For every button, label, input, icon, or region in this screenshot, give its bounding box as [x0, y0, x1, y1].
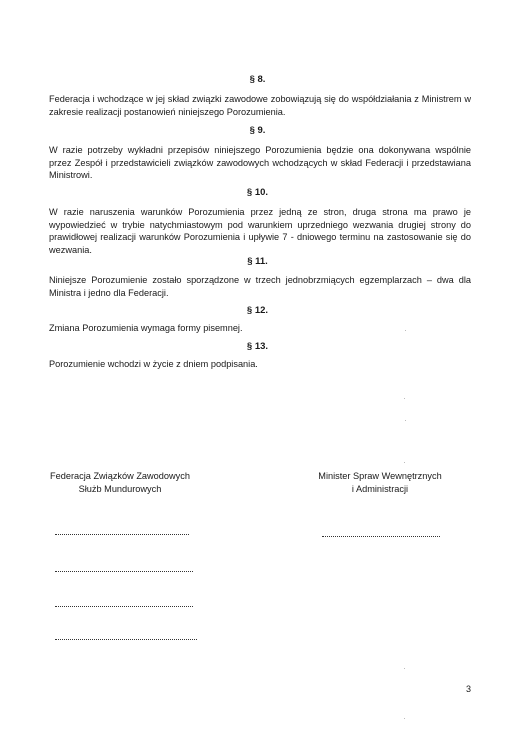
- scan-speck: [404, 462, 405, 463]
- signature-left-line1: Federacja Związków Zawodowych: [50, 471, 190, 481]
- signature-left-line2: Służb Mundurowych: [78, 483, 162, 494]
- scan-speck: [404, 668, 405, 669]
- scan-speck: [404, 398, 405, 399]
- scan-speck: [404, 718, 405, 719]
- signature-left-caption: [40, 470, 200, 495]
- signature-right-caption: [300, 470, 460, 495]
- section-11-text: Niniejsze Porozumienie zostało sporządzone w trzech jednobrzmiących egzemplarzach – dwa dla Ministra i jedno dla Federacji.: [49, 275, 471, 298]
- page-number: 3: [466, 684, 472, 694]
- signature-line-right-1: [322, 535, 440, 537]
- signature-line-left-1: [55, 533, 189, 535]
- section-10-heading: § 10.: [246, 187, 269, 198]
- signature-right-line2: i Administracji: [351, 483, 409, 494]
- signature-line-left-2: [55, 570, 193, 572]
- section-8-heading: § 8.: [249, 74, 266, 85]
- section-11-heading: § 11.: [247, 256, 268, 267]
- section-12-text: Zmiana Porozumienia wymaga formy pisemnej.: [49, 323, 243, 333]
- signature-line-left-4: [55, 638, 197, 640]
- section-13-text: Porozumienie wchodzi w życie z dniem podpisania.: [49, 359, 258, 369]
- scan-speck: [405, 330, 406, 331]
- section-8-text: Federacja i wchodzące w jej skład związki zawodowe zobowiązują się do współdziałania z Ministrem w zakresie realizacji postanowień niniejszego Porozumienia.: [49, 94, 471, 117]
- signature-right-line1: Minister Spraw Wewnętrznych: [318, 471, 442, 481]
- section-12-heading: § 12.: [246, 305, 269, 316]
- section-13-heading: § 13.: [246, 341, 269, 352]
- section-9-text: W razie potrzeby wykładni przepisów niniejszego Porozumienia będzie ona dokonywana wspólnie przez Zespół i przedstawicieli związków zawodowych wchodzących w skład Federacji i przedstawiana Ministrowi.: [49, 145, 471, 181]
- section-10-text: W razie naruszenia warunków Porozumienia przez jedną ze stron, druga strona ma prawo je wypowiedzieć w trybie natychmiastowym pod warunkiem uprzedniego wezwania drugiej strony do prawidłowej realizacji warunków Porozumienia i upływie 7 - dniowego terminu na zastosowanie się do wezwania.: [49, 207, 471, 255]
- section-9-heading: § 9.: [249, 125, 266, 136]
- signature-line-left-3: [55, 605, 193, 607]
- scan-speck: [405, 420, 406, 421]
